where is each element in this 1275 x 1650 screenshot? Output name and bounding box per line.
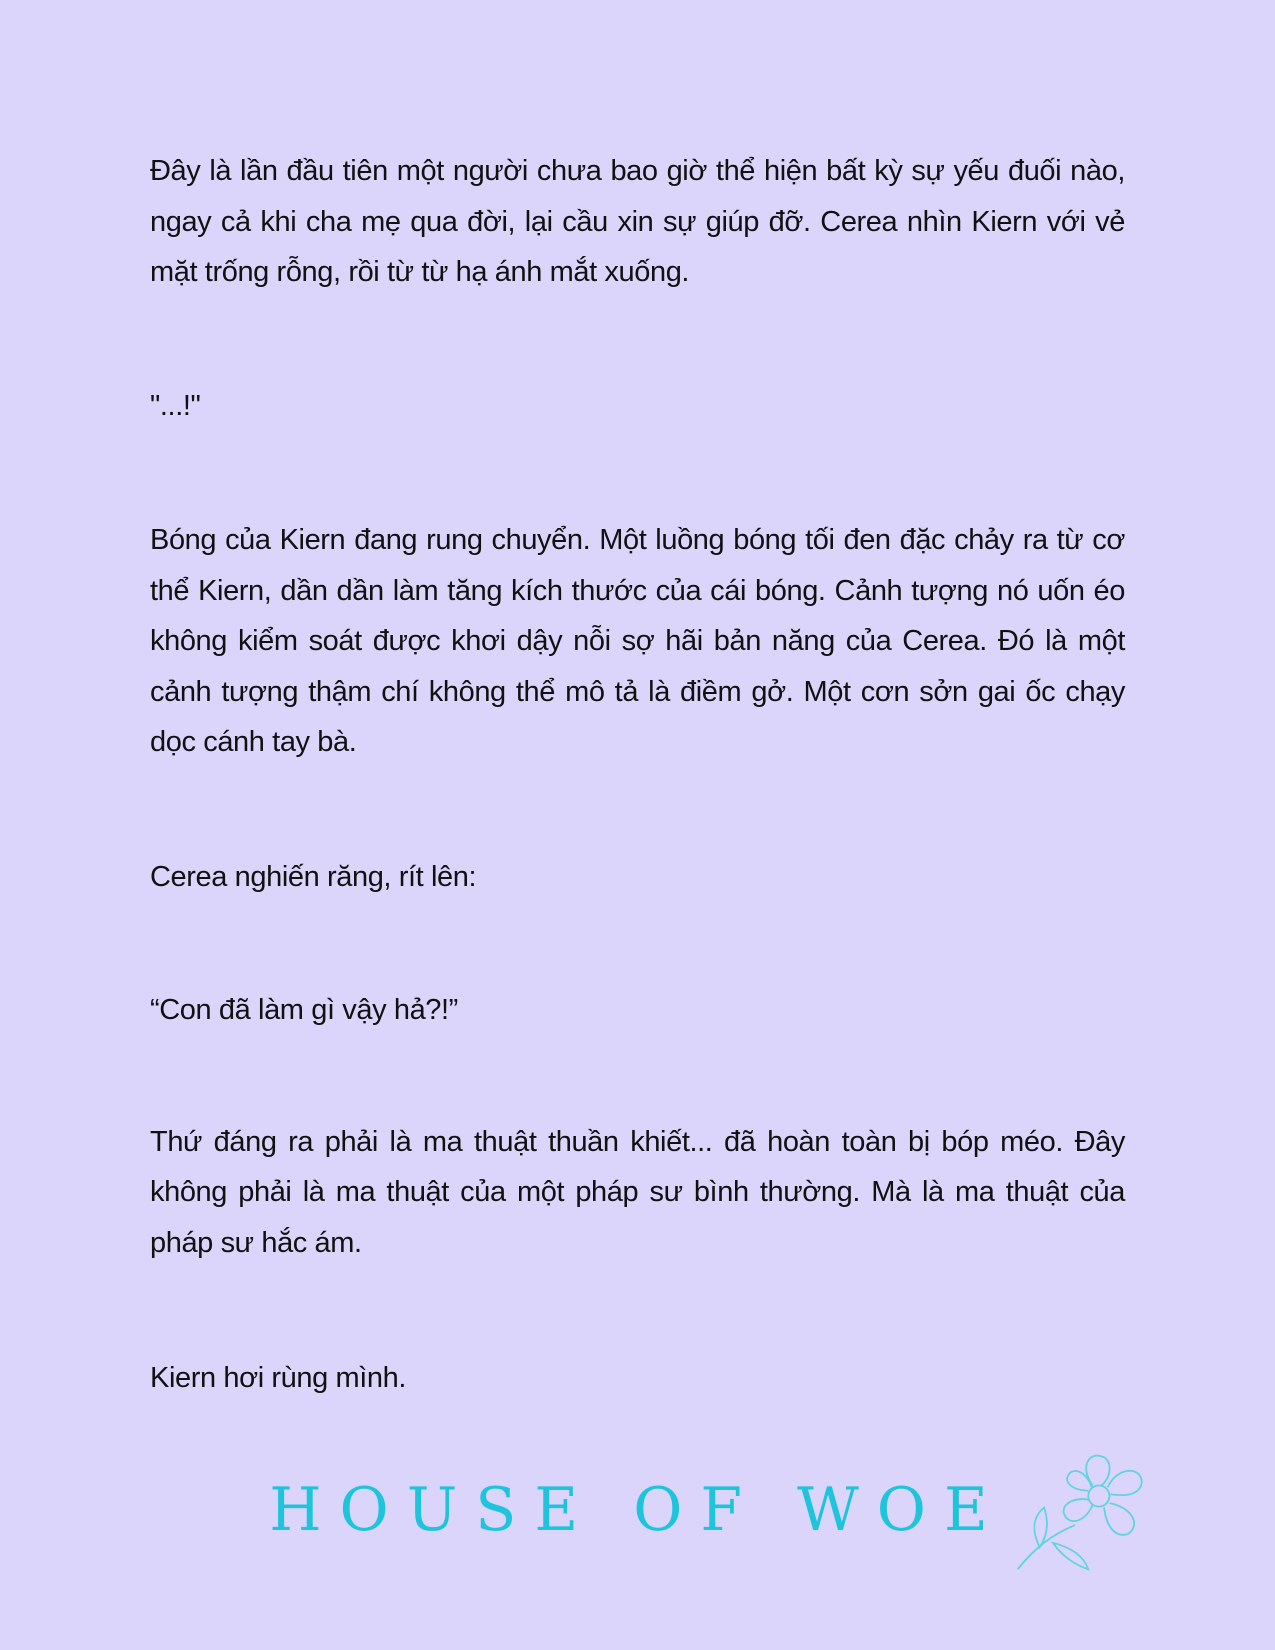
- paragraph-1: Đây là lần đầu tiên một người chưa bao giờ thể hiện bất kỳ sự yếu đuối nào, ngay cả khi cha mẹ qua đời, lại cầu xin sự giúp đỡ. Cerea nhìn Kiern với vẻ mặt trống rỗng, rồi từ từ hạ ánh mắt xuống.: [150, 155, 1125, 288]
- watermark-text: HOUSE OF WOE: [269, 1475, 1006, 1545]
- paragraph-2: "...!": [150, 389, 201, 422]
- document-body: [150, 146, 1125, 1404]
- flower-watermark-icon: [1000, 1440, 1150, 1575]
- paragraph-7: Kiern hơi rùng mình.: [150, 1362, 407, 1394]
- paragraph-6: Thứ đáng ra phải là ma thuật thuần khiết... đã hoàn toàn bị bóp méo. Đây không phải là ma thuật của một pháp sư bình thường. Mà là ma thuật của pháp sư hắc ám.: [150, 1125, 1125, 1259]
- paragraph-3: Bóng của Kiern đang rung chuyển. Một luồng bóng tối đen đặc chảy ra từ cơ thể Kiern, dần dần làm tăng kích thước của cái bóng. Cảnh tượng nó uốn éo không kiểm soát được khơi dậy nỗi sợ hãi bản năng của Cerea. Đó là một cảnh tượng thậm chí không thể mô tả là điềm gở. Một cơn sởn gai ốc chạy dọc cánh tay bà.: [150, 524, 1125, 758]
- paragraph-4: Cerea nghiến răng, rít lên:: [150, 860, 477, 893]
- paragraph-5: “Con đã làm gì vậy hả?!”: [150, 994, 458, 1026]
